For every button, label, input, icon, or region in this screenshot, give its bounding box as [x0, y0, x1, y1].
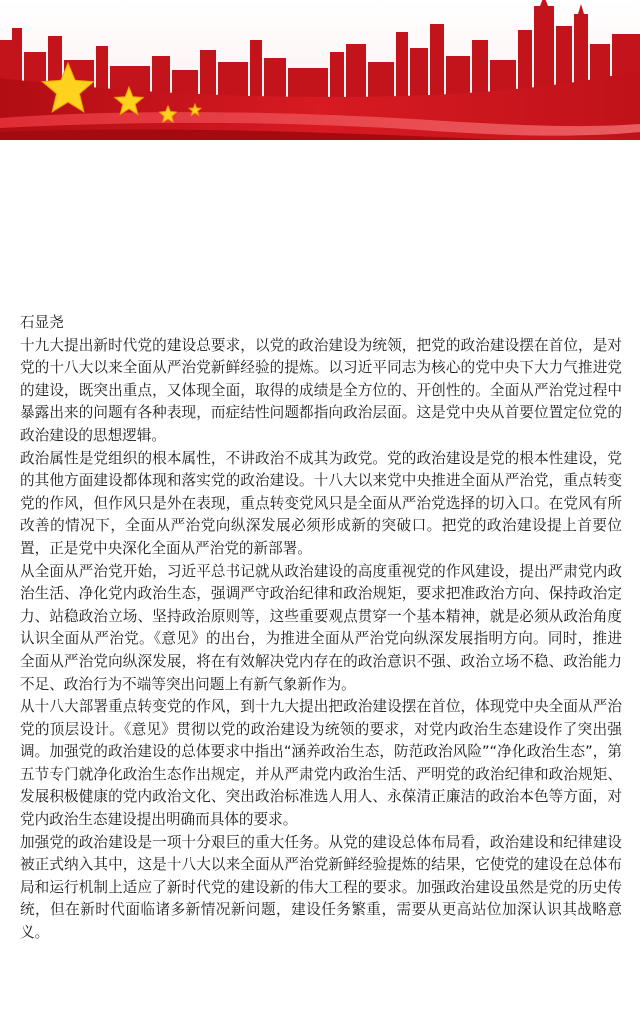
article-paragraph: 政治属性是党组织的根本属性，不讲政治不成其为政党。党的政治建设是党的根本性建设，党的其他方面建设都体现和落实党的政治建设。十八大以来党中央推进全面从严治党，重点转变党的作风，但作风只是外在表现，重点转变党风只是全面从严治党选择的切入口。在党风有所改善的情况下，全面从严治党向纵深发展必须形成新的突破口。把党的政治建设提上首要位置，正是党中央深化全面从严治党的新部署。 [20, 449, 622, 557]
article-paragraph: 加强党的政治建设是一项十分艰巨的重大任务。从党的建设总体布局看，政治建设和纪律建设被正式纳入其中，这是十八大以来全面从严治党新鲜经验提炼的结果，它使党的建设在总体布局和运行机制上适应了新时代党的建设新的伟大工程的要求。加强政治建设虽然是党的历史传统，但在新时代面临诸多新情况新问题，建设任务繁重，需要从更高站位加深认识其战略意义。 [20, 833, 622, 942]
header-banner [0, 0, 640, 150]
banner-graphic [0, 0, 640, 150]
article-body [20, 312, 622, 945]
article-paragraph: 从全面从严治党开始，习近平总书记就从政治建设的高度重视党的作风建设，提出严肃党内政治生活、净化党内政治生态，强调严守政治纪律和政治规矩，要求把准政治方向、保持政治定力、站稳政治立场、坚持政治原则等，这些重要观点贯穿一个基本精神，就是必须从政治角度认识全面从严治党。《意见》的出台，为推进全面从严治党向纵深发展指明方向。同时，推进全面从严治党向纵深发展，将在有效解决党内存在的政治意识不强、政治立场不稳、政治能力不足、政治行为不端等突出问题上有新气象新作为。 [20, 562, 622, 693]
article-paragraph: 从十八大部署重点转变党的作风，到十九大提出把政治建设摆在首位，体现党中央全面从严治党的顶层设计。《意见》贯彻以党的政治建设为统领的要求，对党内政治生态建设作了突出强调。加强党的政治建设的总体要求中指出“涵养政治生态，防范政治风险”“净化政治生态”，第五节专门就净化政治生态作出规定，并从严肃党内政治生活、严明党的政治纪律和政治规矩、发展积极健康的党内政治文化、突出政治标准选人用人、永葆清正廉洁的政治本色等方面，对党内政治生态建设提出明确而具体的要求。 [20, 698, 622, 829]
article-paragraph: 十九大提出新时代党的建设总要求，以党的政治建设为统领，把党的政治建设摆在首位，是对党的十八大以来全面从严治党新鲜经验的提炼。以习近平同志为核心的党中央下大力气推进党的建设，既突出重点，又体现全面，取得的成绩是全方位的、开创性的。全面从严治党过程中暴露出来的问题有各种表现，而症结性问题都指向政治层面。这是党中央从首要位置定位党的政治建设的思想逻辑。 [20, 336, 622, 444]
article-author: 石显尧 [20, 314, 64, 331]
